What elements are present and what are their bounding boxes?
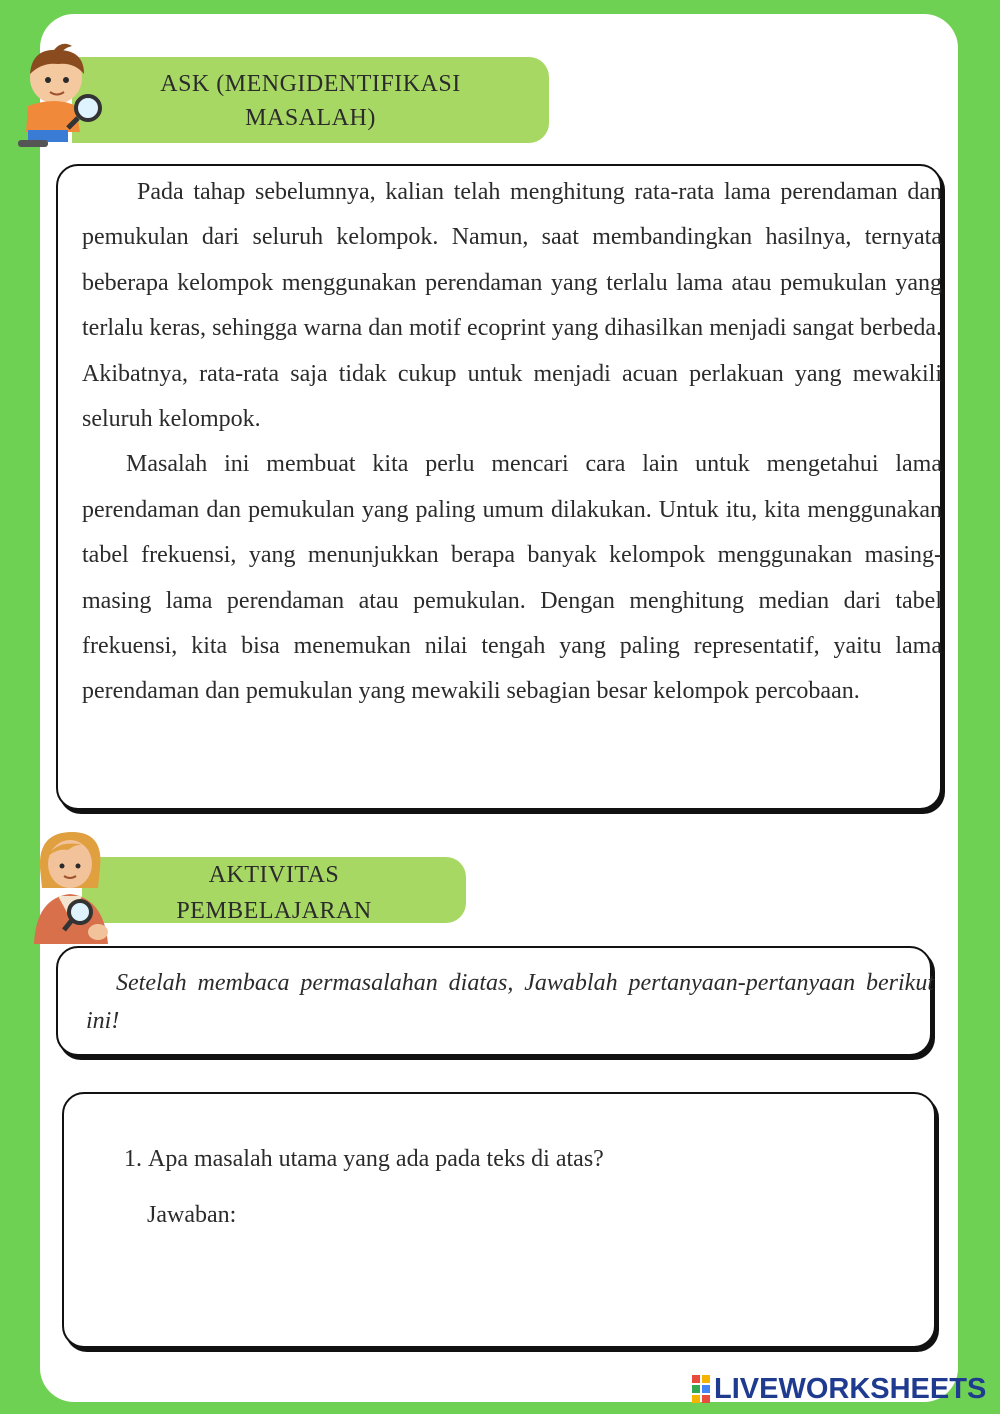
ask-title-line2: MASALAH) bbox=[245, 105, 376, 131]
instruction-text: Setelah membaca permasalahan diatas, Jawablah pertanyaan-pertanyaan berikut ini! bbox=[86, 970, 934, 1034]
problem-text-box bbox=[56, 164, 942, 810]
question-number: 1. bbox=[124, 1146, 142, 1172]
aktivitas-title-line1: AKTIVITAS bbox=[208, 862, 340, 888]
boy-magnifier-illustration bbox=[14, 40, 104, 148]
aktivitas-title-line2: PEMBELAJARAN bbox=[176, 898, 372, 924]
problem-paragraph-2: Masalah ini membuat kita perlu mencari cara lain untuk mengetahui lama perendaman dan pemukulan yang paling umum dilakukan. Untuk itu, kita menggunakan tabel frekuensi, yang menunjukkan berapa banyak kelompok menggunakan masing-masing lama perendaman atau pemukulan. Dengan menghitung median dari tabel frekuensi, kita bisa menemukan nilai tengah yang paling representatif, yaitu lama perendaman dan pemukulan yang mewakili sebagian besar kelompok percobaan. bbox=[82, 451, 942, 705]
aktivitas-section-banner bbox=[82, 857, 466, 923]
liveworksheets-logo bbox=[692, 1372, 986, 1406]
ask-title-line1: ASK (MENGIDENTIFIKASI bbox=[160, 71, 461, 97]
girl-magnifier-illustration bbox=[28, 828, 114, 946]
question-box bbox=[62, 1092, 936, 1348]
instruction-box bbox=[56, 946, 932, 1056]
answer-label: Jawaban: bbox=[147, 1202, 237, 1228]
ask-section-banner bbox=[72, 57, 549, 143]
liveworksheets-brand: LIVEWORKSHEETS bbox=[714, 1372, 987, 1405]
liveworksheets-logo-icon bbox=[692, 1375, 710, 1403]
question-text: Apa masalah utama yang ada pada teks di atas? bbox=[148, 1146, 604, 1172]
problem-paragraph-1: Pada tahap sebelumnya, kalian telah menghitung rata-rata lama perendaman dan pemukulan dari seluruh kelompok. Namun, saat membandingkan hasilnya, ternyata beberapa kelompok menggunakan perendaman yang terlalu lama atau pemukulan yang terlalu keras, sehingga warna dan motif ecoprint yang dihasilkan menjadi sangat berbeda. Akibatnya, rata-rata saja tidak cukup untuk menjadi acuan perlakuan yang mewakili seluruh kelompok. bbox=[82, 179, 942, 433]
question-1 bbox=[124, 1146, 604, 1173]
answer-input-area[interactable] bbox=[144, 1244, 904, 1324]
